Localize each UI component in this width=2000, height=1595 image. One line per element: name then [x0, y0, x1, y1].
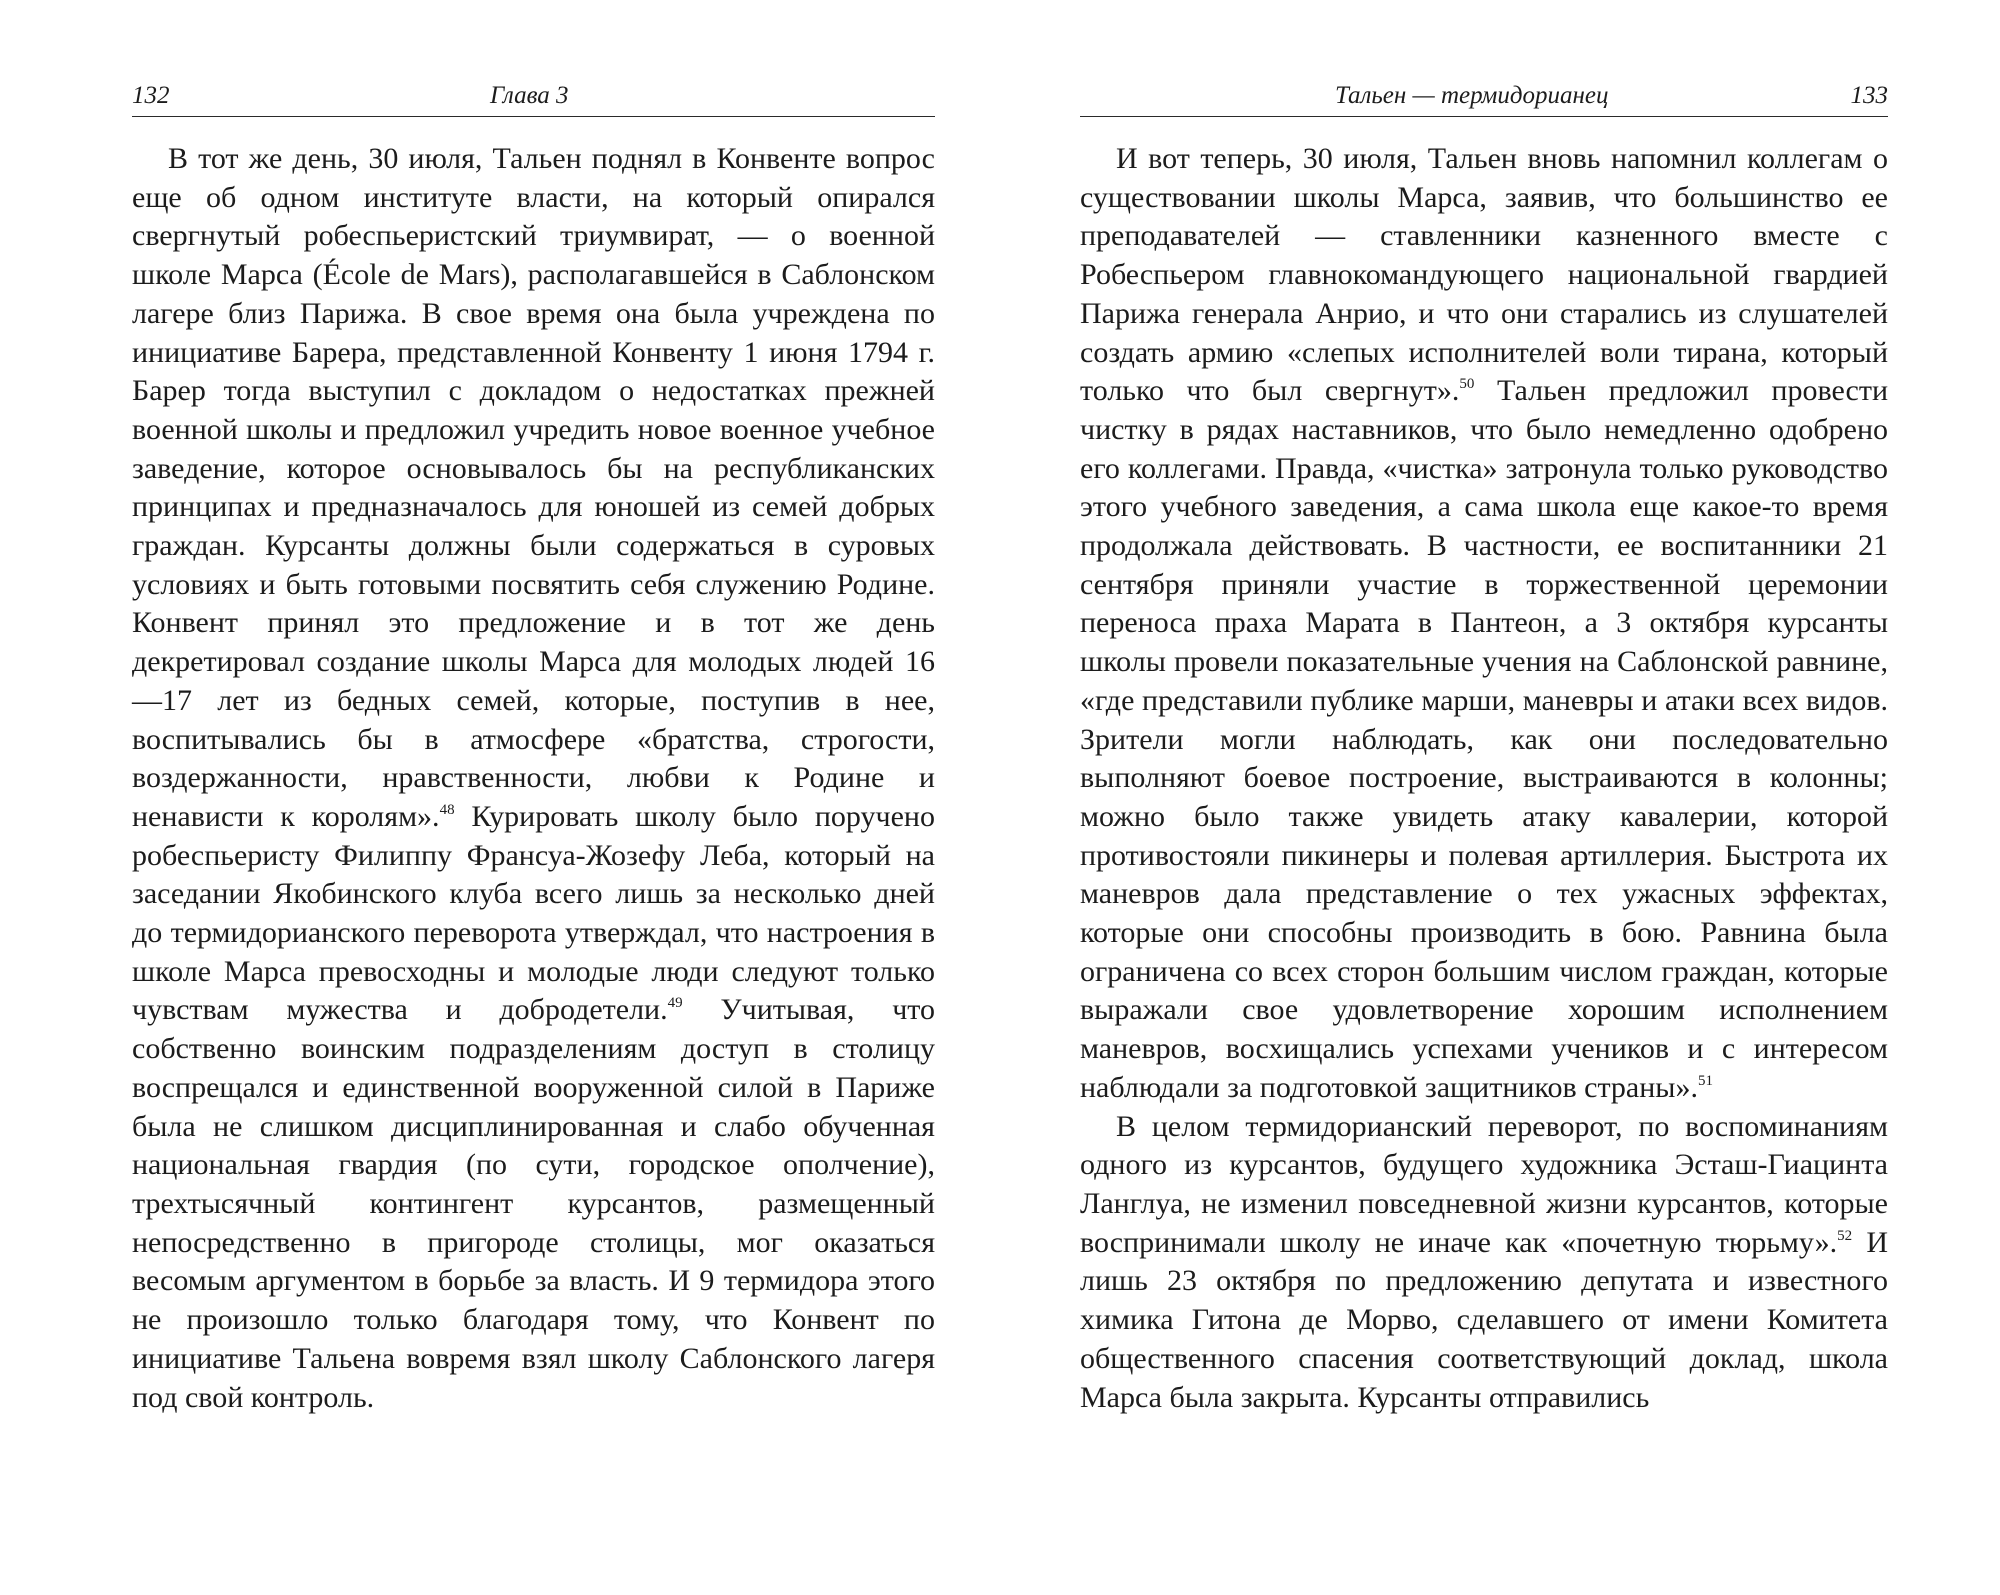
right-running-title: Тальен — термидорианец [1335, 82, 1609, 109]
text-segment: Учитывая, что собственно воинским подразделениям доступ в столицу воспрещался и единственной вооруженной силой в Париже была не слишком дисциплинированная и слабо обученная национальная гвардия (по сути, городское ополчение), трехтысячный контингент курсантов, размещенный непосредственно в пригороде столицы, мог оказаться весомым аргументом в борьбе за власть. И 9 термидора этого не произошло только благодаря тому, что Конвент по инициативе Тальена вовремя взял школу Саблонского лагеря под свой контроль. [132, 993, 935, 1414]
text-segment: Тальен предложил провести чистку в рядах наставников, что было немедленно одобрено его коллегами. Правда, «чистка» затронула только руководство этого учебного заведения, а сама школа еще какое-то время продолжала действовать. В частности, ее воспитанники 21 сентября приняли участие в торжественной церемонии переноса праха Марата в Пантеон, а 3 октября курсанты школы провели показательные учения на Саблонской равнине, «где представили публике марши, маневры и атаки всех видов. Зрители могли наблюдать, как они последовательно выполняют боевое построение, выстраиваются в колонны; можно было также увидеть атаку кавалерии, которой противостояли пикинеры и полевая артиллерия. Быстрота их маневров дала представление о тех ужасных эффектах, которые они способны производить в бою. Равнина была ограничена со всех сторон большим числом граждан, которые выражали свое удовлетворение хорошим исполнением маневров, восхищались успехами учеников и с интересом наблюдали за подготовкой защитников страны». [1080, 374, 1889, 1104]
right-page-number: 133 [1850, 82, 1888, 109]
text-segment: И вот теперь, 30 июля, Тальен вновь напомнил коллегам о существовании школы Марса, заявив, что большинство ее преподавателей — ставленники казненного вместе с Робеспьером главнокомандующего национальной гвардией Парижа генерала Анрио, и что они старались из слушателей создать армию «слепых исполнителей воли тирана, который только что был свергнут». [1080, 142, 1888, 408]
paragraph [1080, 1108, 1888, 1418]
text-segment: В целом термидорианский переворот, по воспоминаниям одного из курсантов, будущего художника Эсташ-Гиацинта Ланглуа, не изменил повседневной жизни курсантов, которые воспринимали школу не иначе как «почетную тюрьму». [1080, 1109, 1888, 1259]
left-running-head [132, 76, 935, 117]
left-running-title: Глава 3 [490, 82, 569, 109]
footnote-ref: 50 [1459, 376, 1475, 393]
left-text-block [132, 140, 935, 1417]
text-segment: В тот же день, 30 июля, Тальен поднял в Конвенте вопрос еще об одном институте власти, на который опирался свергнутый робеспьеристский триумвират, — о военной школе Марса (École de Mars), располагавшейся в Саблонском лагере близ Парижа. В свое время она была учреждена по инициативе Барера, представленной Конвенту 1 июня 1794 г. Барер тогда выступил с докладом о недостатках прежней военной школы и предложил учредить новое военное учебное заведение, которое основывалось бы на республиканских принципах и предназначалось для юношей из семей добрых граждан. Курсанты должны были содержаться в суровых условиях и быть готовыми посвятить себя служению Родине. Конвент принял это предложение и в тот же день декретировал создание школы Марса для молодых людей 16—17 лет из бедных семей, которые, поступив в нее, воспитывались бы в атмосфере «братства, строгости, воздержанности, нравственности, любви к Родине и ненависти к королям». [132, 142, 935, 833]
footnote-ref: 49 [667, 995, 683, 1012]
left-page [132, 0, 935, 1595]
text-segment: Курировать школу было поручено робеспьеристу Филиппу Франсуа-Жозефу Леба, который на заседании Якобинского клуба всего лишь за несколько дней до термидорианского переворота утверждал, что настроения в школе Марса превосходны и молодые люди следуют только чувствам мужества и добродетели. [132, 799, 935, 1027]
right-text-block [1080, 140, 1888, 1417]
paragraph [132, 140, 935, 1417]
footnote-ref: 52 [1837, 1227, 1853, 1244]
right-running-head [1080, 76, 1888, 117]
text-segment: И лишь 23 октября по предложению депутата и известного химика Гитона де Морво, сделавшего от имени Комитета общественного спасения соответствующий доклад, школа Марса была закрыта. Курсанты отправились [1080, 1225, 1888, 1414]
footnote-ref: 48 [439, 801, 455, 818]
right-page [1080, 0, 1888, 1595]
left-page-number: 132 [132, 82, 170, 109]
paragraph [1080, 140, 1888, 1108]
footnote-ref: 51 [1697, 1072, 1713, 1089]
